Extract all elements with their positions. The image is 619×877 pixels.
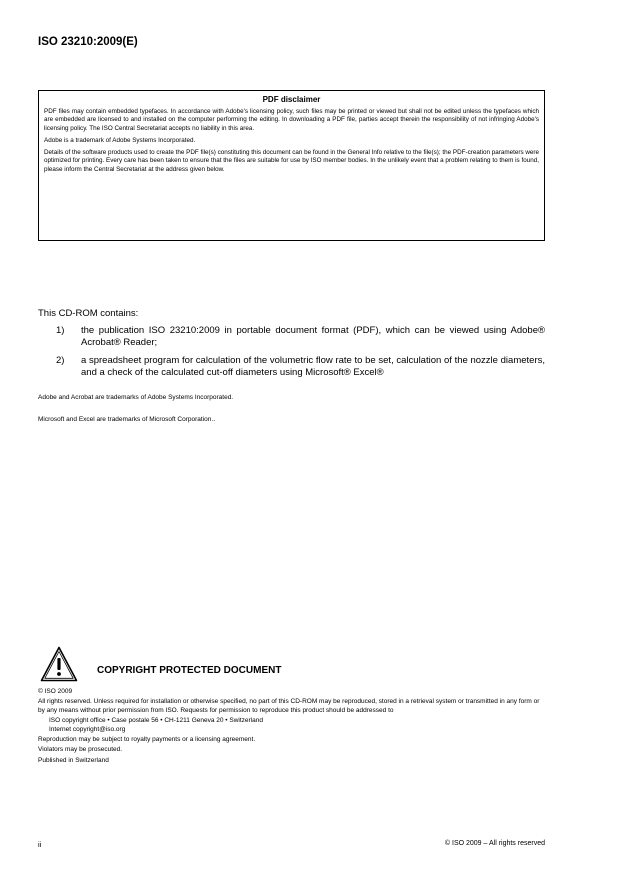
contents-list bbox=[38, 325, 545, 385]
copyright-heading: COPYRIGHT PROTECTED DOCUMENT bbox=[97, 665, 282, 676]
list-item-text: the publication ISO 23210:2009 in portable document format (PDF), which can be viewed using Adobe® Acrobat® Reader; bbox=[81, 325, 545, 348]
warning-icon bbox=[40, 646, 78, 682]
list-item-text: a spreadsheet program for calculation of the volumetric flow rate to be set, calculation of the nozzle diameters, and a check of the calculated cut-off diameters using Microsoft® Excel® bbox=[81, 355, 545, 378]
list-item bbox=[38, 355, 545, 379]
disclaimer-paragraph: PDF files may contain embedded typefaces. In accordance with Adobe's licensing policy, such files may be printed or viewed but shall not be edited unless the typefaces which are embedded are licensed to and installed on the computer performing the editing. In downloading a PDF file, parties accept therein the responsibility of not infringing Adobe's licensing policy. The ISO Central Secretariat accepts no liability in this area. bbox=[44, 108, 539, 132]
pdf-disclaimer-box bbox=[38, 90, 545, 241]
disclaimer-paragraph: Adobe is a trademark of Adobe Systems Incorporated. bbox=[44, 136, 196, 144]
copyright-block bbox=[38, 688, 545, 767]
contents-intro: This CD-ROM contains: bbox=[38, 308, 139, 319]
publication-place: Published in Switzerland bbox=[38, 756, 109, 764]
document-id: ISO 23210:2009(E) bbox=[38, 36, 138, 48]
prosecution-note: Violators may be prosecuted. bbox=[38, 746, 123, 754]
footer-copyright: © ISO 2009 – All rights reserved bbox=[444, 840, 545, 847]
disclaimer-paragraph: Details of the software products used to create the PDF file(s) constituting this document can be found in the General Info relative to the file(s); the PDF-creation parameters were optimized for printing. Every care has been taken to ensure that the files are suitable for use by ISO member bodies. In the unlikely event that a problem relating to them is found, please inform the Central Secretariat at the address given below. bbox=[44, 149, 539, 173]
copyright-office-internet: Internet copyright@iso.org bbox=[49, 725, 126, 733]
trademark-note-microsoft: Microsoft and Excel are trademarks of Microsoft Corporation.. bbox=[38, 416, 216, 423]
copyright-year: © ISO 2009 bbox=[38, 688, 73, 695]
list-item bbox=[38, 325, 545, 349]
list-item-number: 1) bbox=[56, 325, 65, 336]
trademark-note-adobe: Adobe and Acrobat are trademarks of Adobe Systems Incorporated. bbox=[38, 394, 234, 401]
page-number: ii bbox=[38, 840, 42, 849]
royalty-note: Reproduction may be subject to royalty payments or a licensing agreement. bbox=[38, 736, 256, 744]
list-item-number: 2) bbox=[56, 355, 65, 366]
copyright-office-address: ISO copyright office • Case postale 56 • CH-1211 Geneva 20 • Switzerland bbox=[49, 717, 263, 725]
rights-statement: All rights reserved. Unless required for installation or otherwise specified, no part of this CD-ROM may be reproduced, stored in a retrieval system or transmitted in any form or by any means without prior permission from ISO. Requests for permission to reproduce this product should be addressed to bbox=[38, 698, 540, 714]
disclaimer-title: PDF disclaimer bbox=[262, 95, 321, 104]
